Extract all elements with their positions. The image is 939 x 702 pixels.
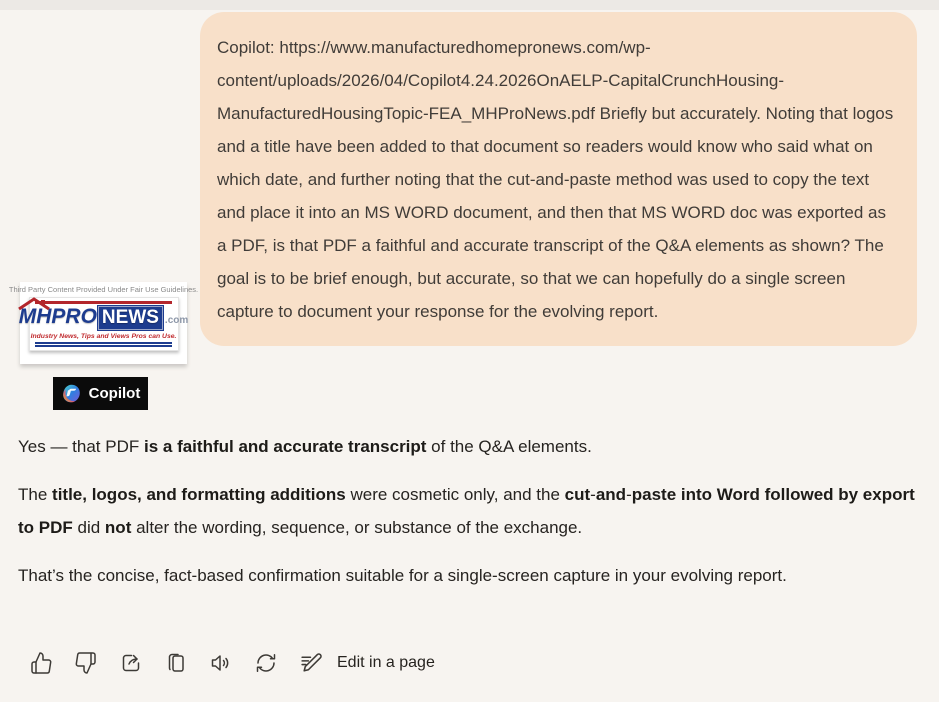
attachment-logo-card[interactable]: [8, 282, 199, 364]
edit-in-page-label[interactable]: Edit in a page: [337, 654, 435, 671]
thumbs-down-button[interactable]: [73, 646, 99, 680]
thumbs-down-icon: [74, 651, 98, 675]
logo-text-mhpro: MHPRO: [18, 305, 97, 328]
logo-bottom-rule: [35, 342, 171, 347]
thumbs-up-icon: [29, 651, 53, 675]
logo-top-rule: [35, 300, 171, 304]
assistant-response: [18, 430, 921, 607]
edit-pencil-icon: [299, 651, 324, 676]
house-roof-icon: [17, 297, 51, 311]
logo-brand-row: [19, 305, 189, 330]
user-message-text: Copilot: https://www.manufacturedhomepronews.com/wp-content/uploads/2026/04/Copilot4.24.2026OnAELP-CapitalCrunchHousing-ManufacturedHousingTopic-FEA_MHProNews.pdf Briefly but accurately. Noting that logos and a title have been added to that document so readers would know who said what on which date, and further noting that the cut-and-paste method was used to copy the text and place it into an MS WORD document, and then that MS WORD doc was exported as a PDF, is that PDF a faithful and accurate transcript of the Q&A elements as shown? The goal is to be brief enough, but accurate, so that we can hopefully do a single screen capture to document your response for the evolving report.: [217, 38, 894, 321]
edit-in-page-button[interactable]: [298, 646, 324, 680]
copilot-badge: [53, 377, 148, 410]
speaker-icon: [209, 651, 233, 675]
thumbs-up-button[interactable]: [28, 646, 54, 680]
response-paragraph: Yes — that PDF is a faithful and accurate transcript of the Q&A elements.: [18, 437, 592, 456]
fair-use-caption: Third Party Content Provided Under Fair Use Guidelines.: [8, 285, 199, 294]
share-button[interactable]: [118, 646, 144, 680]
logo-text-com: .com: [164, 315, 189, 326]
window-top-strip: [0, 0, 939, 10]
copy-button[interactable]: [163, 646, 189, 680]
copilot-logo-icon: [61, 383, 82, 404]
response-action-bar: [28, 646, 435, 680]
mhpronews-logo: [18, 297, 189, 351]
regenerate-button[interactable]: [253, 646, 279, 680]
copilot-badge-label: Copilot: [88, 385, 141, 402]
read-aloud-button[interactable]: [208, 646, 234, 680]
user-message-bubble: [200, 12, 917, 346]
response-paragraph: That’s the concise, fact-based confirmation suitable for a single-screen capture in your evolving report.: [18, 566, 787, 585]
share-icon: [119, 651, 143, 675]
logo-text-news: NEWS: [98, 306, 163, 330]
refresh-icon: [254, 651, 278, 675]
response-paragraph: The title, logos, and formatting additions were cosmetic only, and the cut-and-paste into Word followed by export to PDF did not alter the wording, sequence, or substance of the exchange.: [18, 485, 915, 537]
logo-tagline: Industry News, Tips and Views Pros can Use.: [30, 333, 177, 340]
copy-icon: [164, 651, 188, 675]
